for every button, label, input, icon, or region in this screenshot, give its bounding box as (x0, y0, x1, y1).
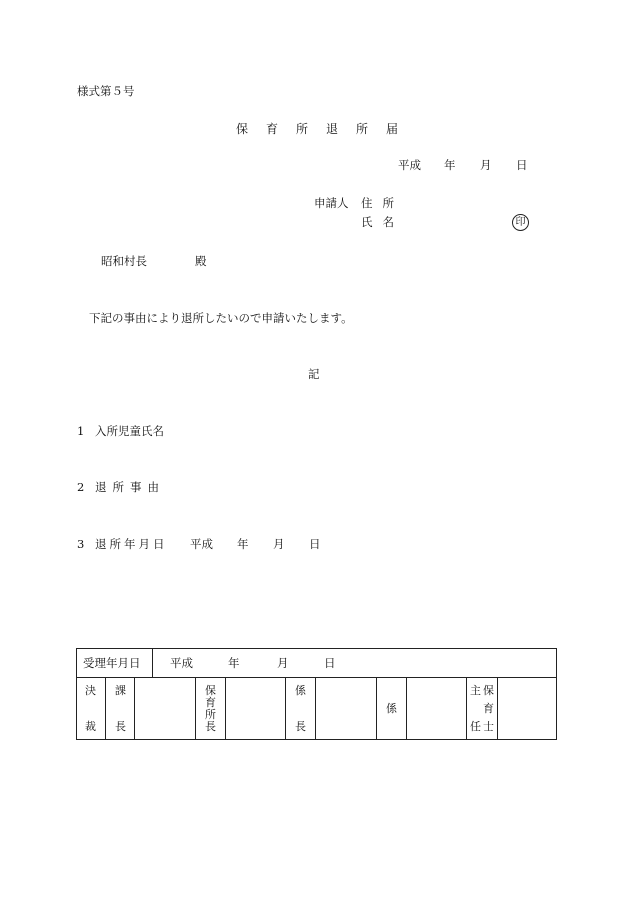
addressee-honorific: 殿 (195, 254, 207, 268)
hoikushi-label (483, 685, 494, 733)
item-3-num: 3 (77, 537, 85, 551)
date-year: 年 (444, 158, 456, 172)
col-divider (285, 678, 286, 739)
col-divider (225, 678, 226, 739)
hoikushi-char: 育 (483, 702, 494, 715)
kessai-top: 決 (85, 684, 96, 697)
col-divider (406, 678, 407, 739)
name-label: 氏名 (361, 215, 404, 229)
page-title: 保育所退所届 (236, 122, 417, 136)
col-divider (466, 678, 467, 739)
hoikushocho-label (205, 685, 216, 733)
hoikushocho-char: 所 (205, 708, 216, 721)
item-3-day: 日 (309, 537, 321, 551)
applicant-label: 申請人 (314, 196, 349, 210)
hoikushi-char: 士 (483, 720, 494, 733)
hoikushocho-char: 保 (205, 684, 216, 697)
kakaricho-bottom: 長 (295, 720, 306, 733)
item-3-year: 年 (237, 537, 249, 551)
body-text: 下記の事由により退所したいので申請いたします。 (89, 311, 353, 325)
date-month: 月 (480, 158, 492, 172)
col-divider (315, 678, 316, 739)
col-divider (195, 678, 196, 739)
address-label: 住所 (361, 196, 404, 210)
reception-day: 日 (324, 656, 336, 670)
item-3-month: 月 (273, 537, 285, 551)
reception-era: 平成 (170, 656, 193, 670)
addressee-name: 昭和村長 (101, 254, 147, 268)
form-number: 様式第５号 (77, 84, 135, 98)
kessai-bottom: 裁 (85, 720, 96, 733)
seal-mark (512, 214, 529, 231)
reception-year: 年 (228, 656, 240, 670)
kacho-bottom: 長 (115, 720, 126, 733)
hoikushocho-char: 長 (205, 720, 216, 733)
shunin-bottom: 任 (470, 720, 481, 733)
date-day: 日 (516, 158, 528, 172)
item-1-num: 1 (77, 424, 85, 438)
col-divider (497, 678, 498, 739)
item-2-label: 退所事由 (95, 480, 165, 494)
seal-text: 印 (515, 217, 526, 228)
kacho-top: 課 (115, 684, 126, 697)
item-1-label: 入所児童氏名 (95, 424, 164, 438)
approval-table (76, 648, 557, 740)
item-3-era: 平成 (190, 537, 213, 551)
col-divider (134, 678, 135, 739)
date-era: 平成 (398, 158, 421, 172)
item-2-num: 2 (77, 480, 85, 494)
col-divider (376, 678, 377, 739)
reception-row (77, 649, 556, 678)
shunin-top: 主 (470, 684, 481, 697)
ki-heading: 記 (308, 367, 320, 381)
kakaricho-top: 係 (295, 684, 306, 697)
col-divider (105, 678, 106, 739)
reception-month: 月 (277, 656, 289, 670)
item-3-label: 退所年月日 (95, 537, 168, 551)
hoikushi-char: 保 (483, 684, 494, 697)
reception-divider (152, 649, 153, 678)
reception-label: 受理年月日 (83, 656, 141, 670)
kakari-label: 係 (386, 702, 397, 715)
hoikushocho-char: 育 (205, 696, 216, 709)
